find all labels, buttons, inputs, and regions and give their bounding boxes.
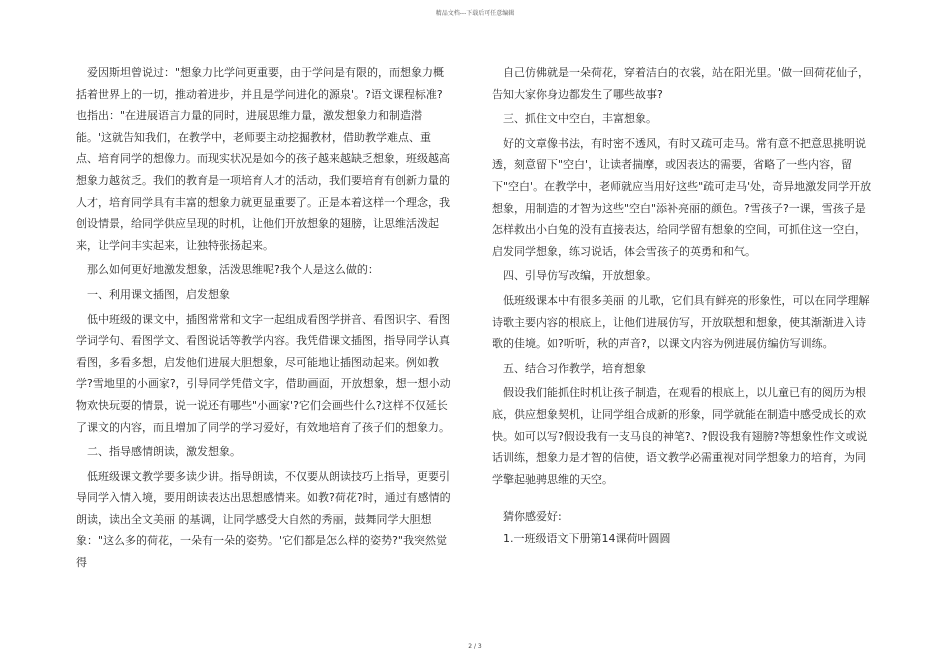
- paragraph-question: 那么如何更好地激发想象，活泼思维呢?我个人是这么做的：: [87, 263, 379, 277]
- spacer: [492, 490, 874, 498]
- section-heading-1: 一、利用课文插图，启发想象: [87, 287, 230, 301]
- section-heading-5: 五、结合习作教学，培育想象: [503, 361, 646, 375]
- guess-label: 猜你感爱好:: [503, 510, 562, 524]
- section-body-1: 低中班级的课文中，插图常常和文字一起组成看图学拼音、看图识字、看图学词学句、看图学文、看图说话等教学内容。我凭借课文插图，指导同学认真看图，多看多想，启发他们进展大胆想象，尽可能地让插图动起来。例如教学?雪地里的小画家?，引导同学凭借文字，借助画面，开放想象，想一想小动物欢快玩耍的情景，说一说还有哪些"小画家'?它们会画些什么?这样不仅延长了课文的内容，而且增加了同学的学习爱好，有效地培育了孩子们的想象力。: [76, 312, 451, 434]
- page-header: 精品文档---下载后可任意编辑: [435, 10, 515, 17]
- section-body-3: 好的文章像书法，有时密不透风，有时又疏可走马。常有意不把意思挑明说透，刻意留下"空白'，让读者揣摩，或因表达的需要，省略了一些内容，留下"空白'。在教学中，老师就应当用好这些"疏可走马'处，奇异地激发同学开放想象，用制造的才智为这些"空白"添补亮丽的颜色。?雪孩子?一课，雪孩子是怎样救出小白兔的没有直接表达，给同学留有想象的空间，可抓住这一空白，启发同学想象，练习说话，体会雪孩子的英勇和和气。: [492, 136, 872, 258]
- left-column: [76, 62, 451, 574]
- section-heading-3: 三、抓住文中空白，丰富想象。: [503, 112, 657, 126]
- right-column: [492, 62, 874, 549]
- paragraph-intro: 爱因斯坦曾说过："想象力比学问更重要，由于学问是有限的，而想象力概括着世界上的一切，推动着进步，并且是学问进化的源泉'。?语文课程标准?也指出："在进展语言力量的同时，进展思维力量，激发想象力和制造潜能。'这就告知我们，在教学中，老师要主动挖掘教材，借助教学难点、重点、培育同学的想像力。而现实状况是如今的孩子越来越缺乏想象，班级越高想象力越贫乏。我们的教育是一项培育人才的活动，我们要培育有创新力量的人才，培育同学具有丰富的想象力就更显重要了。正是本着这样一个理念，我创设情景，给同学供应呈现的时机，让他们开放想象的翅膀，让思维活泼起来，让学问丰实起来，让独特张扬起来。: [76, 66, 450, 252]
- section-heading-2: 二、指导感情朗读，激发想象。: [87, 445, 241, 459]
- section-heading-4: 四、引导仿写改编，开放想象。: [503, 269, 657, 283]
- section-body-4: 低班级课本中有很多美丽 的儿歌，它们具有鲜亮的形象性，可以在同学理解诗歌主要内容的根底上，让他们进展仿写，开放联想和想象，使其渐渐进入诗歌的佳境。如?听听，秋的声音?，以课文内容为例进展仿编仿写训练。: [492, 293, 870, 351]
- section-body-2-continued: 自己仿佛就是一朵荷花，穿着洁白的衣裳，站在阳光里。'做一回荷花仙子，告知大家你身边都发生了哪些故事?: [492, 66, 870, 101]
- page-number: 2 / 3: [468, 643, 482, 650]
- recommend-link[interactable]: 1.一班级语文下册第14课荷叶圆圆: [503, 531, 671, 545]
- section-body-5: 假设我们能抓住时机让孩子制造，在观看的根底上，以儿童已有的阅历为根底，供应想象契机，让同学组合成新的形象，同学就能在制造中感受成长的欢快。如可以写?假设我有一支马良的神笔?、?假设我有翅膀?等想象性作文或说话训练，想象力是才智的信使，语文教学必需重视对同学想象力的培育，为同学擎起驰骋思维的天空。: [492, 386, 868, 486]
- section-body-2: 低班级课文教学要多读少讲。指导朗读，不仅要从朗读技巧上指导，更要引导同学入情入境，要用朗读表达出思想感情来。如教?荷花?时，通过有感情的朗读，读出全文美丽 的基调，让同学感受大自然的秀丽，鼓舞同学大胆想象："这么多的荷花，一朵有一朵的姿势。'它们都是怎么样的姿势?"我突然觉得: [76, 469, 451, 570]
